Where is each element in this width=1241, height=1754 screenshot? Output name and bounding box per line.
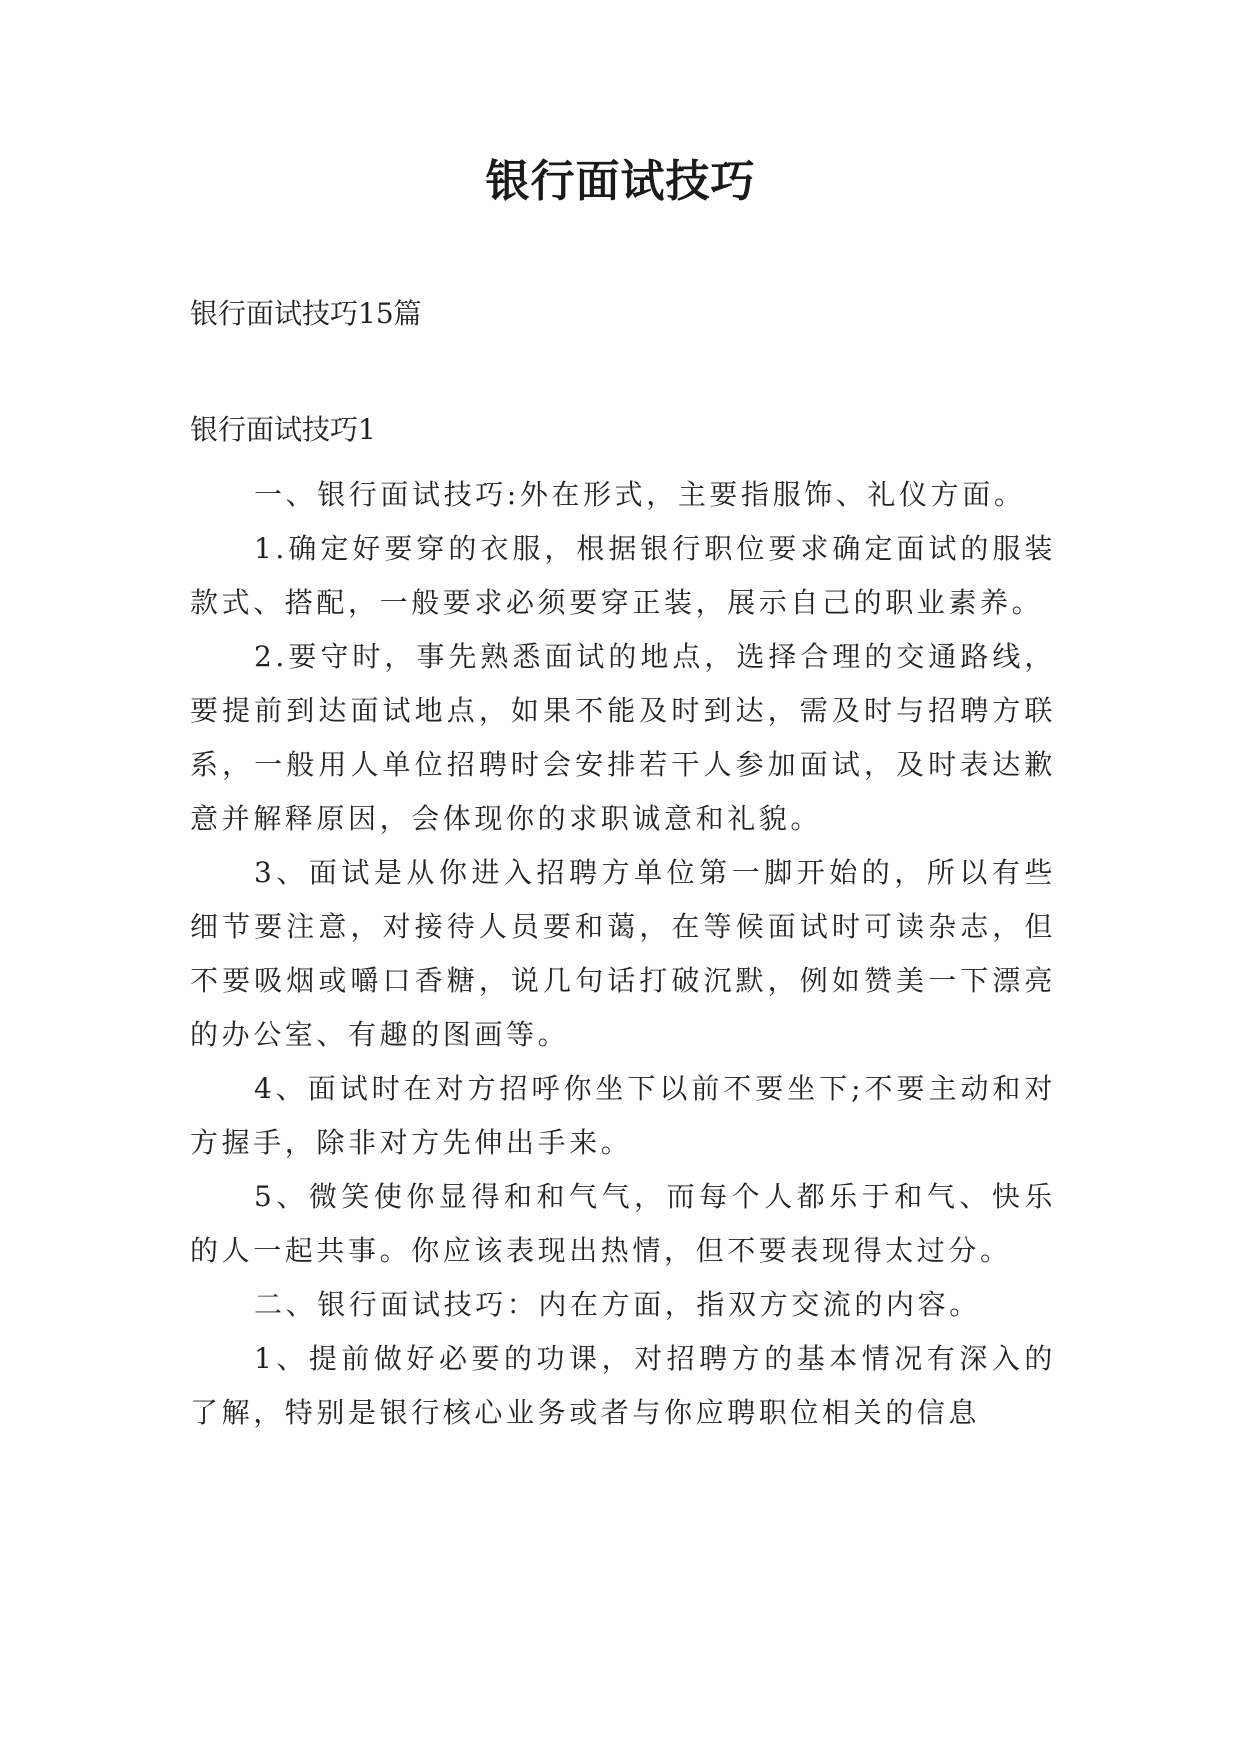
document-subtitle: 银行面试技巧15篇 xyxy=(190,297,422,330)
section-heading: 银行面试技巧1 xyxy=(190,413,376,446)
paragraph: 4、面试时在对方招呼你坐下以前不要坐下;不要主动和对方握手，除非对方先伸出手来。 xyxy=(190,1072,1056,1159)
paragraph: 2.要守时，事先熟悉面试的地点，选择合理的交通路线，要提前到达面试地点，如果不能及时到达，需及时与招聘方联系，一般用人单位招聘时会安排若干人参加面试，及时表达歉意并解释原因，会体现你的求职诚意和礼貌。 xyxy=(190,640,1056,835)
paragraph: 5、微笑使你显得和和气气，而每个人都乐于和气、快乐的人一起共事。你应该表现出热情，但不要表现得太过分。 xyxy=(190,1180,1056,1267)
paragraph: 一、银行面试技巧:外在形式，主要指服饰、礼仪方面。 xyxy=(254,478,1026,511)
paragraph: 1.确定好要穿的衣服，根据银行职位要求确定面试的服装款式、搭配，一般要求必须要穿正装，展示自己的职业素养。 xyxy=(190,532,1056,619)
paragraph: 二、银行面试技巧：内在方面，指双方交流的内容。 xyxy=(254,1288,981,1321)
document-title: 银行面试技巧 xyxy=(485,156,756,207)
paragraph: 3、面试是从你进入招聘方单位第一脚开始的，所以有些细节要注意，对接待人员要和蔼，在等候面试时可读杂志，但不要吸烟或嚼口香糖，说几句话打破沉默，例如赞美一下漂亮的办公室、有趣的图画等。 xyxy=(190,856,1056,1051)
document-body xyxy=(190,468,1056,1440)
paragraph: 1、提前做好必要的功课，对招聘方的基本情况有深入的了解，特别是银行核心业务或者与你应聘职位相关的信息 xyxy=(190,1342,1056,1429)
